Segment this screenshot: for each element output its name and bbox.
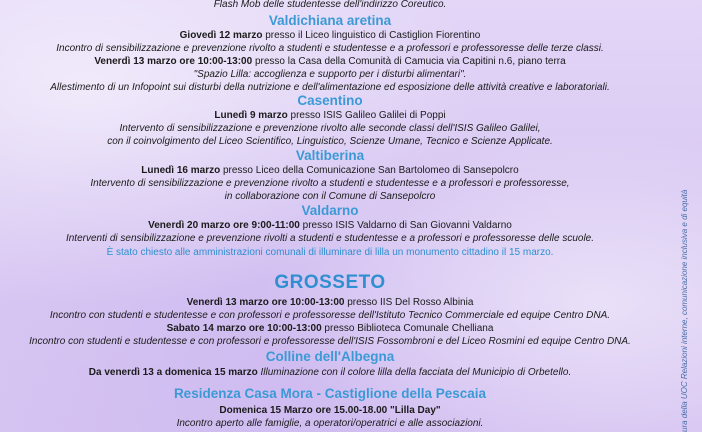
event-date: Venerdì 13 marzo ore 10:00-13:00 <box>94 56 253 67</box>
event-date: Lunedì 16 marzo <box>141 165 221 176</box>
section-heading-albegna: Colline dell'Albegna <box>265 349 395 364</box>
event-location: presso ISIS Galileo Galilei di Poppi <box>287 110 446 121</box>
event-line <box>0 29 660 42</box>
event-date: Sabato 14 marzo ore 10:00-13:00 <box>166 323 322 334</box>
event-description: Illuminazione con il colore lilla della facciata del Municipio di Orbetello. <box>257 367 572 378</box>
event-description: con il coinvolgimento del Liceo Scientifico, Linguistico, Scienze Umane, Tecnico e Scienze Applicate. <box>107 136 553 147</box>
event-date: Lunedì 9 marzo <box>214 110 288 121</box>
section-heading-casa-mora: Residenza Casa Mora - Castiglione della Pescaia <box>173 386 487 401</box>
event-line <box>0 322 660 335</box>
illumination-note: È stato chiesto alle amministrazioni comunali di illuminare di lilla un monumento cittadino il 15 marzo. <box>106 247 554 258</box>
event-line <box>0 296 660 309</box>
event-description: Incontro aperto alle famiglie, a operatori/operatrici e alle associazioni. <box>176 418 484 429</box>
event-location: presso il Liceo linguistico di Castiglion Fiorentino <box>262 30 481 41</box>
section-heading-casentino: Casentino <box>297 93 363 108</box>
event-line <box>0 55 660 68</box>
event-line <box>0 219 660 232</box>
event-quote: "Spazio Lilla: accoglienza e supporto per i disturbi alimentari". <box>193 69 467 80</box>
event-description: Incontro di sensibilizzazione e prevenzione rivolto a studenti e studentesse e a professori e professoresse delle terze classi. <box>56 43 604 54</box>
event-description: Incontro con studenti e studentesse e con professori e professoresse dell'ISIS Fossombroni e del Liceo Rosmini ed equipe Centro DNA. <box>29 336 631 347</box>
event-description: Intervento di sensibilizzazione e prevenzione rivolto a studenti e studentesse e a professori e professoresse, <box>90 178 570 189</box>
event-line <box>0 366 660 379</box>
event-description: Interventi di sensibilizzazione e prevenzione rivolti a studenti e studentesse e a professori e professoresse delle scuole. <box>65 233 595 244</box>
section-heading-grosseto: GROSSETO <box>274 272 386 293</box>
event-location: presso la Casa della Comunità di Camucia via Capitini n.6, piano terra <box>252 56 566 67</box>
section-heading-valdichiana: Valdichiana aretina <box>268 13 392 28</box>
event-date: Da venerdì 13 a domenica 15 marzo <box>88 367 258 378</box>
side-credit <box>676 150 690 432</box>
section-heading-valtiberina: Valtiberina <box>295 148 365 163</box>
event-description: in collaborazione con il Comune di Sansepolcro <box>224 191 436 202</box>
event-location: presso ISIS Valdarno di San Giovanni Valdarno <box>299 220 512 231</box>
event-location: presso IIS Del Rosso Albinia <box>344 297 474 308</box>
event-location: presso Biblioteca Comunale Chelliana <box>321 323 494 334</box>
event-date: Domenica 15 Marzo ore 15.00-18.00 "Lilla Day" <box>219 405 441 416</box>
event-location: presso Liceo della Comunicazione San Bartolomeo di Sansepolcro <box>220 165 519 176</box>
event-date: Venerdì 20 marzo ore 9:00-11:00 <box>148 220 300 231</box>
event-line <box>0 109 660 122</box>
flash-mob-line: Flash Mob delle studentesse dell'indirizzo Coreutico. <box>213 0 447 10</box>
event-description: Intervento di sensibilizzazione e prevenzione rivolto alle seconde classi dell'ISIS Galileo Galilei, <box>119 123 541 134</box>
event-description: Incontro con studenti e studentesse e con professori e professoresse dell'Istituto Tecnico Commerciale ed equipe Centro DNA. <box>49 310 611 321</box>
event-description: Allestimento di un Infopoint sui disturbi della nutrizione e dell'alimentazione ed esposizione delle attività creative e laboratoriali. <box>50 82 610 93</box>
event-date: Giovedì 12 marzo <box>179 30 263 41</box>
event-date: Venerdì 13 marzo ore 10:00-13:00 <box>186 297 345 308</box>
side-credit-text: ura della UOC Relazioni interne, comunicazione inclusiva e di equità <box>680 189 689 432</box>
event-line <box>0 164 660 177</box>
section-heading-valdarno: Valdarno <box>301 203 359 218</box>
